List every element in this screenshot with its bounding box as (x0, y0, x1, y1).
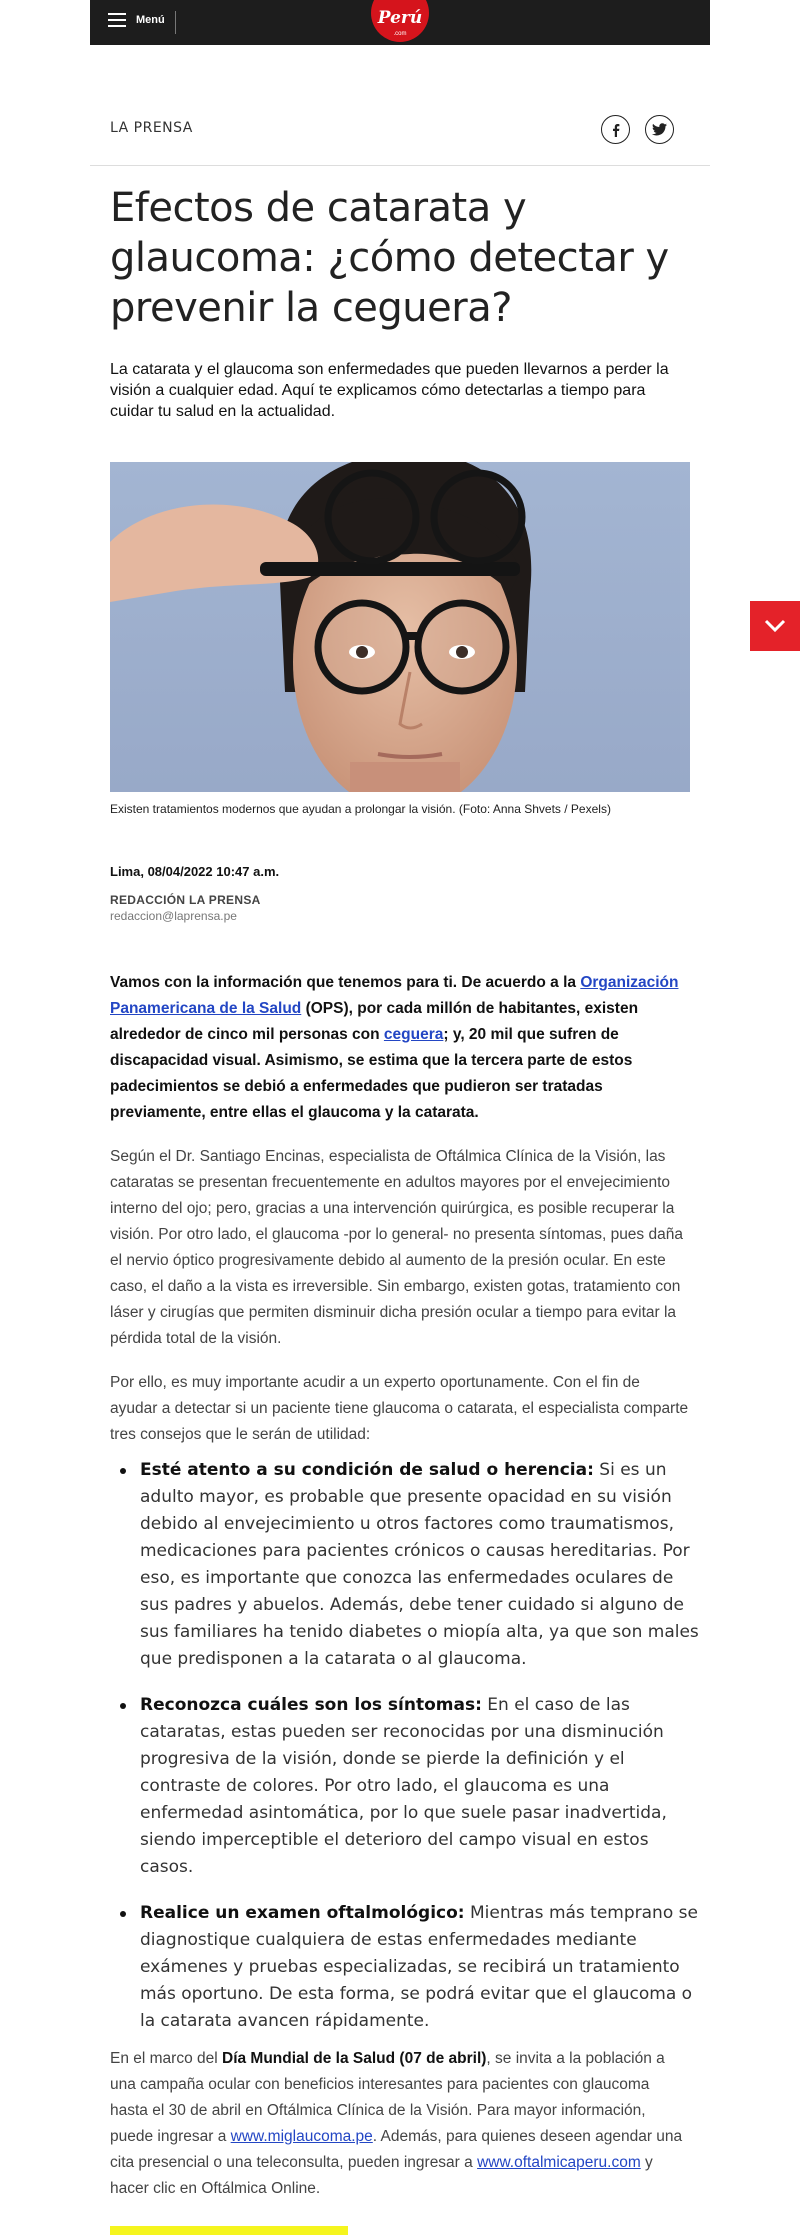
logo-text: Perú (377, 8, 423, 28)
ops-link[interactable]: Organización Panamericana de la Salud (110, 974, 679, 1017)
tip-heading: Realice un examen oftalmológico: (140, 1903, 465, 1923)
facebook-icon (609, 123, 623, 137)
chevron-down-icon (764, 619, 786, 633)
tip-text: Si es un adulto mayor, es probable que presente opacidad en su visión debido al envejecimiento u otros factores como traumatismos, medicaciones para pacientes crónicos o causas hereditarias. Por eso, es importante que conozca las enfermedades oculares de sus padres y abuelos. Además, debe tener cuidado si alguno de sus familiares ha tenido diabetes o miopía alta, ya que son males que predisponen a la catarata o al glaucoma. (140, 1460, 699, 1669)
hamburger-icon (108, 13, 126, 27)
menu-divider (175, 11, 176, 34)
list-item (110, 1692, 700, 1881)
image-caption: Existen tratamientos modernos que ayudan a prolongar la visión. (Foto: Anna Shvets / Pexels) (110, 802, 611, 816)
site-logo[interactable] (369, 0, 431, 45)
article-title: Efectos de catarata y glaucoma: ¿cómo detectar y prevenir la ceguera? (110, 185, 669, 331)
oftalmicaperu-link[interactable]: www.oftalmicaperu.com (477, 2154, 641, 2171)
twitter-icon (652, 123, 667, 136)
scroll-down-button[interactable] (750, 601, 800, 651)
intro-text-b: (OPS), por cada millón de habitantes, existen alrededor de cinco mil personas con (110, 1000, 639, 1043)
article-dateline: Lima, 08/04/2022 10:47 a.m. (110, 864, 280, 879)
tips-list (110, 1457, 700, 2054)
tip-heading: Esté atento a su condición de salud o herencia: (140, 1460, 594, 1480)
tip-text: Mientras más temprano se diagnostique cualquiera de estas enfermedades mediante exámenes y pruebas especializadas, se recibirá un tratamiento más oportuno. De esta forma, se podrá evitar que el glaucoma o la catarata avancen rápidamente. (140, 1903, 698, 2031)
campaign-text-d: y hacer clic en Oftálmica Online. (110, 2154, 653, 2197)
woman-with-trial-frame-photo (110, 462, 690, 792)
author-name[interactable]: REDACCIÓN LA PRENSA (110, 893, 261, 907)
header-divider (90, 165, 710, 166)
promo-banner-strip[interactable] (110, 2226, 348, 2235)
article-lead: La catarata y el glaucoma son enfermedades que pueden llevarnos a perder la visión a cualquier edad. Aquí te explicamos cómo detectarlas a tiempo para cuidar tu salud en la actualidad. (110, 361, 669, 420)
campaign-text-c: . Además, para quienes deseen agendar una cita presencial o una teleconsulta, pueden ingresar a (110, 2128, 683, 2171)
campaign-text-b: , se invita a la población a una campaña ocular con beneficios interesantes para pacientes con glaucoma hasta el 30 de abril en Oftálmica Clínica de la Visión. Para mayor información, puede ingresar a (110, 2050, 665, 2145)
author-email: redaccion@laprensa.pe (110, 909, 237, 923)
logo-subtext: .com (393, 31, 407, 37)
ceguera-link[interactable]: ceguera (383, 1026, 444, 1043)
top-navigation-bar (90, 0, 710, 45)
twitter-share-button[interactable] (645, 115, 674, 144)
facebook-share-button[interactable] (601, 115, 630, 144)
tip-text: En el caso de las cataratas, estas pueden ser reconocidas por una disminución progresiva de la visión, donde se pierde la definición y el contraste de colores. Por otro lado, el glaucoma es una enfermedad asintomática, por lo que suele pasar inadvertida, siendo imperceptible el deterioro del campo visual en estos casos. (140, 1695, 667, 1877)
menu-button[interactable] (108, 13, 165, 27)
article-main-image (110, 462, 690, 792)
miglaucoma-link[interactable]: www.miglaucoma.pe (230, 2128, 373, 2145)
tip-heading: Reconozca cuáles son los síntomas: (140, 1695, 482, 1715)
body-paragraph-tips-intro: Por ello, es muy importante acudir a un experto oportunamente. Con el fin de ayudar a detectar si un paciente tiene glaucoma o catarata, el especialista comparte tres consejos que le serán de utilidad: (110, 1374, 689, 1443)
body-paragraph-intro (110, 970, 690, 1126)
intro-text-a: Vamos con la información que tenemos para ti. De acuerdo a la (110, 974, 581, 991)
list-item (110, 1900, 700, 2035)
body-paragraph-specialist: Según el Dr. Santiago Encinas, especialista de Oftálmica Clínica de la Visión, las cataratas se presentan frecuentemente en adultos mayores por el envejecimiento interno del ojo; pero, gracias a una intervención quirúrgica, es posible recuperar la visión. Por otro lado, el glaucoma -por lo general- no presenta síntomas, pues daña el nervio óptico progresivamente debido al aumento de la presión ocular. En este caso, el daño a la vista es irreversible. Sin embargo, existen gotas, tratamiento con láser y cirugías que permiten disminuir dicha presión ocular a tiempo para evitar la pérdida total de la visión. (110, 1148, 683, 1347)
campaign-text-a: En el marco del (110, 2050, 222, 2067)
intro-text-c: ; y, 20 mil que sufren de discapacidad visual. Asimismo, se estima que la tercera parte de estos padecimientos se debió a enfermedades que pudieron ser tratadas previamente, entre ellas el glaucoma y la catarata. (110, 1026, 633, 1121)
list-item (110, 1457, 700, 1673)
campaign-highlight: Día Mundial de la Salud (07 de abril) (222, 2050, 487, 2067)
body-paragraph-campaign (110, 2046, 690, 2202)
section-label[interactable]: LA PRENSA (110, 120, 193, 136)
menu-label: Menú (136, 14, 165, 26)
